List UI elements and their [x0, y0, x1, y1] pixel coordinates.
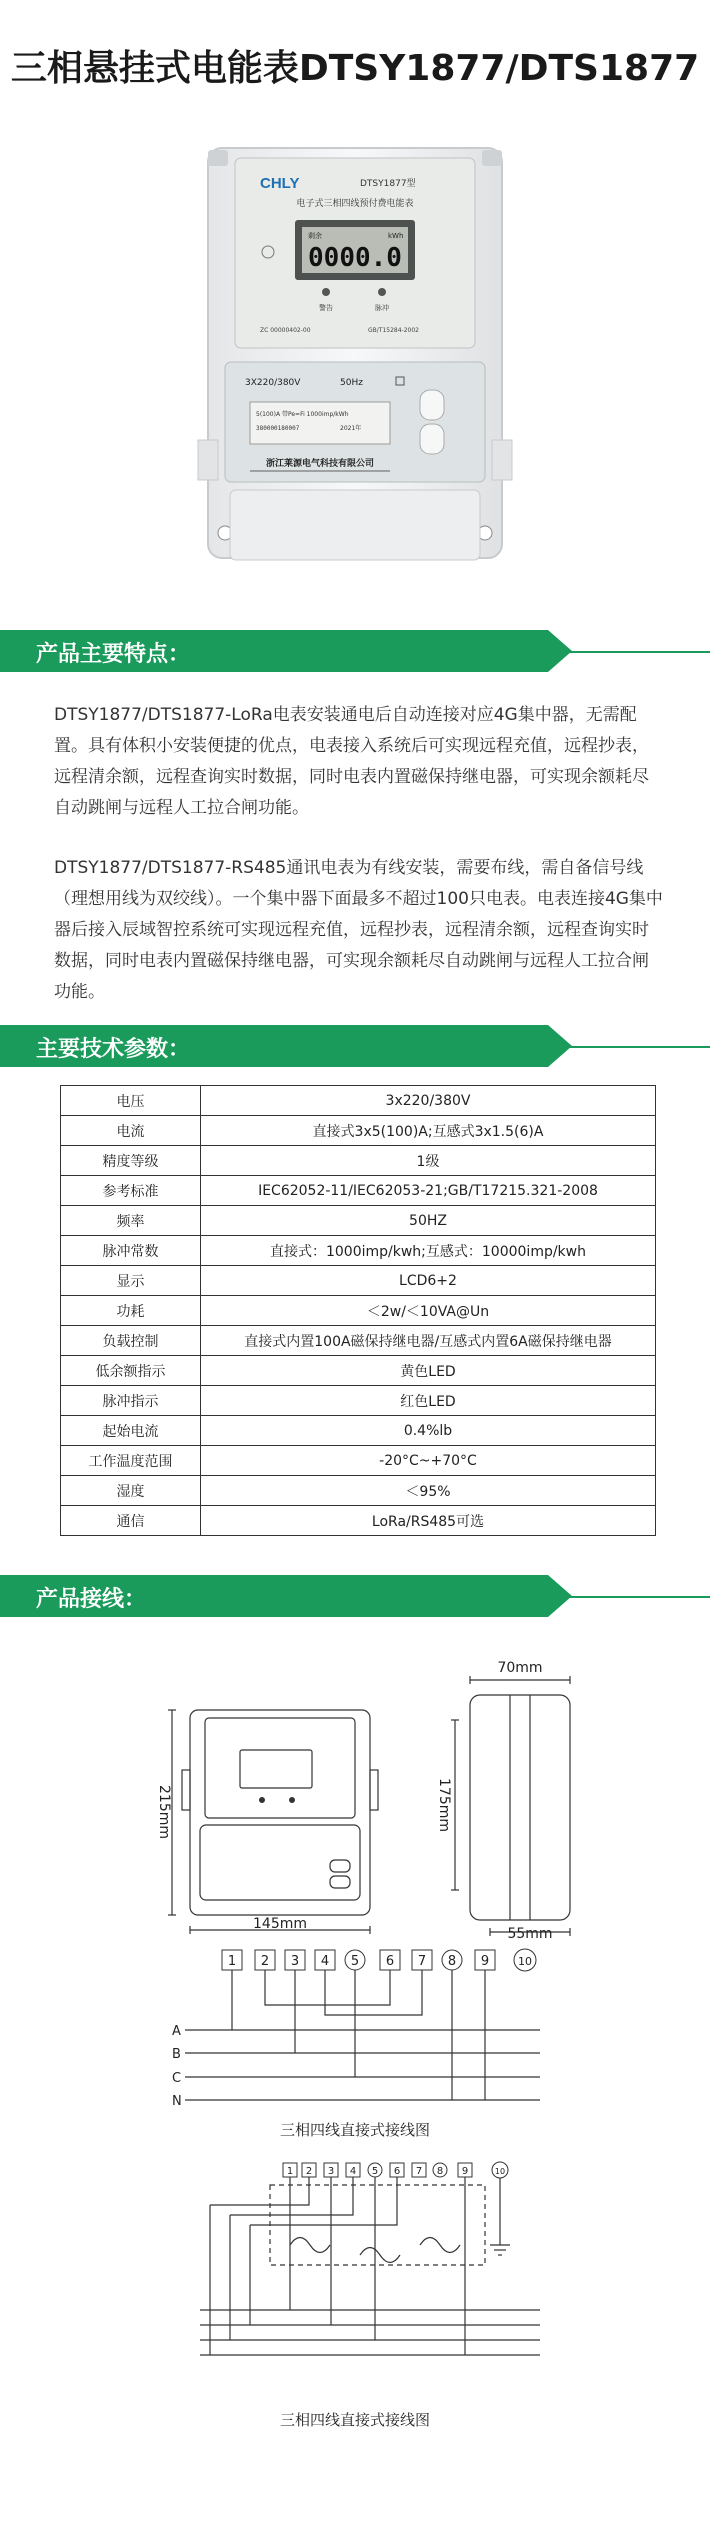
dim-side-bottom: 55mm: [507, 1926, 553, 1940]
table-row: [61, 1446, 656, 1476]
terminal2-10: 10: [494, 2167, 506, 2176]
terminal2-6: 6: [393, 2166, 401, 2177]
meter-desc: 电子式三相四线预付费电能表: [296, 199, 414, 209]
dim-width: 145mm: [253, 1916, 307, 1932]
spec-key: 电压: [61, 1086, 201, 1116]
table-row: [61, 1296, 656, 1326]
cert-right: GB/T15284-2002: [368, 327, 419, 334]
spec-value: 直接式内置100A磁保持继电器/互感式内置6A磁保持继电器: [201, 1326, 656, 1356]
dim-side-top: 70mm: [497, 1660, 543, 1676]
terminal-8: 8: [447, 1954, 457, 1969]
spec-value: 直接式3x5(100)A;互感式3x1.5(6)A: [201, 1116, 656, 1146]
spec-key: 频率: [61, 1206, 201, 1236]
spec-key: 电流: [61, 1116, 201, 1146]
pulse-led-icon: [378, 288, 386, 296]
meter-image: [190, 140, 520, 590]
spec-value: 黄色LED: [201, 1356, 656, 1386]
table-row: [61, 1206, 656, 1236]
terminal2-9: 9: [461, 2166, 469, 2177]
spec-value: 直接式：1000imp/kwh;互感式：10000imp/kwh: [201, 1236, 656, 1266]
spec-key: 功耗: [61, 1296, 201, 1326]
spec-value: ＜2w/＜10VA@Un: [201, 1296, 656, 1326]
spec-key: 工作温度范围: [61, 1446, 201, 1476]
spec-key: 低余额指示: [61, 1356, 201, 1386]
spec-value: IEC62052-11/IEC62053-21;GB/T17215.321-2008: [201, 1176, 656, 1206]
terminal2-7: 7: [415, 2166, 423, 2177]
page-title: 三相悬挂式电能表DTSY1877/DTS1877: [10, 48, 700, 89]
terminal-6: 6: [385, 1954, 395, 1969]
lcd-unit: kWh: [388, 232, 404, 240]
table-row: [61, 1476, 656, 1506]
line-n: N: [172, 2094, 182, 2109]
meter-model: DTSY1877型: [360, 179, 416, 189]
spec-table: [60, 1085, 656, 1536]
meter-rating: 3X220/380V: [245, 378, 301, 388]
table-row: [61, 1086, 656, 1116]
meter-maker: 浙江莱源电气科技有限公司: [265, 459, 375, 469]
table-row: [61, 1236, 656, 1266]
terminal2-4: 4: [349, 2166, 357, 2177]
spec-value: 1级: [201, 1146, 656, 1176]
meter-freq: 50Hz: [340, 378, 363, 388]
table-row: [61, 1176, 656, 1206]
line-c: C: [172, 2071, 182, 2086]
wiring-heading-bar: [0, 1575, 560, 1617]
cert-left: ZC 00000402-00: [260, 327, 311, 334]
meter-brand: CHLY: [260, 175, 300, 192]
spec-key: 显示: [61, 1266, 201, 1296]
params-heading: 主要技术参数：: [36, 1037, 191, 1062]
meter-year: 2021年: [340, 425, 362, 432]
spec-value: 50HZ: [201, 1206, 656, 1236]
spec-key: 脉冲常数: [61, 1236, 201, 1266]
meter-drawing: [190, 140, 520, 590]
warn-led-icon: [322, 288, 330, 296]
dimension-drawing: [0, 1650, 710, 1940]
table-row: [61, 1506, 656, 1536]
terminal-9: 9: [480, 1954, 490, 1969]
table-row: [61, 1146, 656, 1176]
dim-height: 215mm: [156, 1785, 172, 1839]
terminal2-8: 8: [436, 2166, 444, 2177]
spec-key: 湿度: [61, 1476, 201, 1506]
wiring-caption-1: 三相四线直接式接线图: [279, 2121, 431, 2139]
terminal2-1: 1: [286, 2166, 294, 2177]
spec-value: 3x220/380V: [201, 1086, 656, 1116]
spec-key: 起始电流: [61, 1416, 201, 1446]
meter-spec-line: 5(100)A 带Pe=Fi 1000imp/kWh: [256, 411, 349, 418]
line-b: B: [172, 2047, 181, 2062]
dim-side-height: 175mm: [436, 1778, 452, 1832]
wiring-heading: 产品接线：: [36, 1587, 147, 1612]
spec-value: ＜95%: [201, 1476, 656, 1506]
table-row: [61, 1416, 656, 1446]
wiring-diagram: [0, 1945, 710, 2515]
spec-value: -20°C~+70°C: [201, 1446, 656, 1476]
terminal-2: 2: [260, 1954, 270, 1969]
lcd-value: 0000.0: [308, 243, 402, 273]
features-heading: 产品主要特点：: [36, 642, 191, 667]
terminal-1: 1: [227, 1954, 237, 1969]
terminal-3: 3: [290, 1954, 300, 1969]
features-heading-bar: [0, 630, 560, 672]
spec-value: LCD6+2: [201, 1266, 656, 1296]
wiring-caption-2: 三相四线直接式接线图: [279, 2411, 431, 2429]
lcd-remain-label: 剩余: [308, 232, 322, 240]
terminal-7: 7: [417, 1954, 427, 1969]
terminal-5: 5: [350, 1954, 360, 1969]
terminal2-5: 5: [371, 2166, 379, 2177]
table-row: [61, 1326, 656, 1356]
terminal-10: 10: [518, 1955, 532, 1968]
pulse-label: 脉冲: [375, 304, 389, 312]
terminal-4: 4: [320, 1954, 330, 1969]
spec-key: 脉冲指示: [61, 1386, 201, 1416]
line-a: A: [172, 2024, 181, 2039]
spec-value: 红色LED: [201, 1386, 656, 1416]
features-para-2: DTSY1877/DTS1877-RS485通讯电表为有线安装，需要布线，需自备信号线（理想用线为双绞线）。一个集中器下面最多不超过100只电表。电表连接4G集中器后接入辰域智控系统可实现远程充值，远程抄表，远程清余额，远程查询实时数据，同时电表内置磁保持继电器，可实现余额耗尽自动跳闸与远程人工拉合闸功能。: [54, 858, 663, 1002]
spec-key: 精度等级: [61, 1146, 201, 1176]
button-bottom-icon: [420, 424, 444, 454]
button-top-icon: [420, 390, 444, 420]
terminal2-3: 3: [327, 2166, 335, 2177]
meter-serial: 380000180007: [256, 425, 300, 432]
features-para-1: DTSY1877/DTS1877-LoRa电表安装通电后自动连接对应4G集中器，无需配置。具有体积小安装便捷的优点，电表接入系统后可实现远程充值，远程抄表，远程清余额，远程查询实时数据，同时电表内置磁保持继电器，可实现余额耗尽自动跳闸与远程人工拉合闸功能。: [54, 705, 649, 818]
spec-key: 通信: [61, 1506, 201, 1536]
spec-key: 参考标准: [61, 1176, 201, 1206]
spec-value: 0.4%lb: [201, 1416, 656, 1446]
table-row: [61, 1116, 656, 1146]
spec-key: 负载控制: [61, 1326, 201, 1356]
warn-label: 警告: [319, 304, 333, 312]
spec-value: LoRa/RS485可选: [201, 1506, 656, 1536]
params-heading-bar: [0, 1025, 560, 1067]
table-row: [61, 1386, 656, 1416]
table-row: [61, 1266, 656, 1296]
terminal2-2: 2: [305, 2166, 313, 2177]
table-row: [61, 1356, 656, 1386]
